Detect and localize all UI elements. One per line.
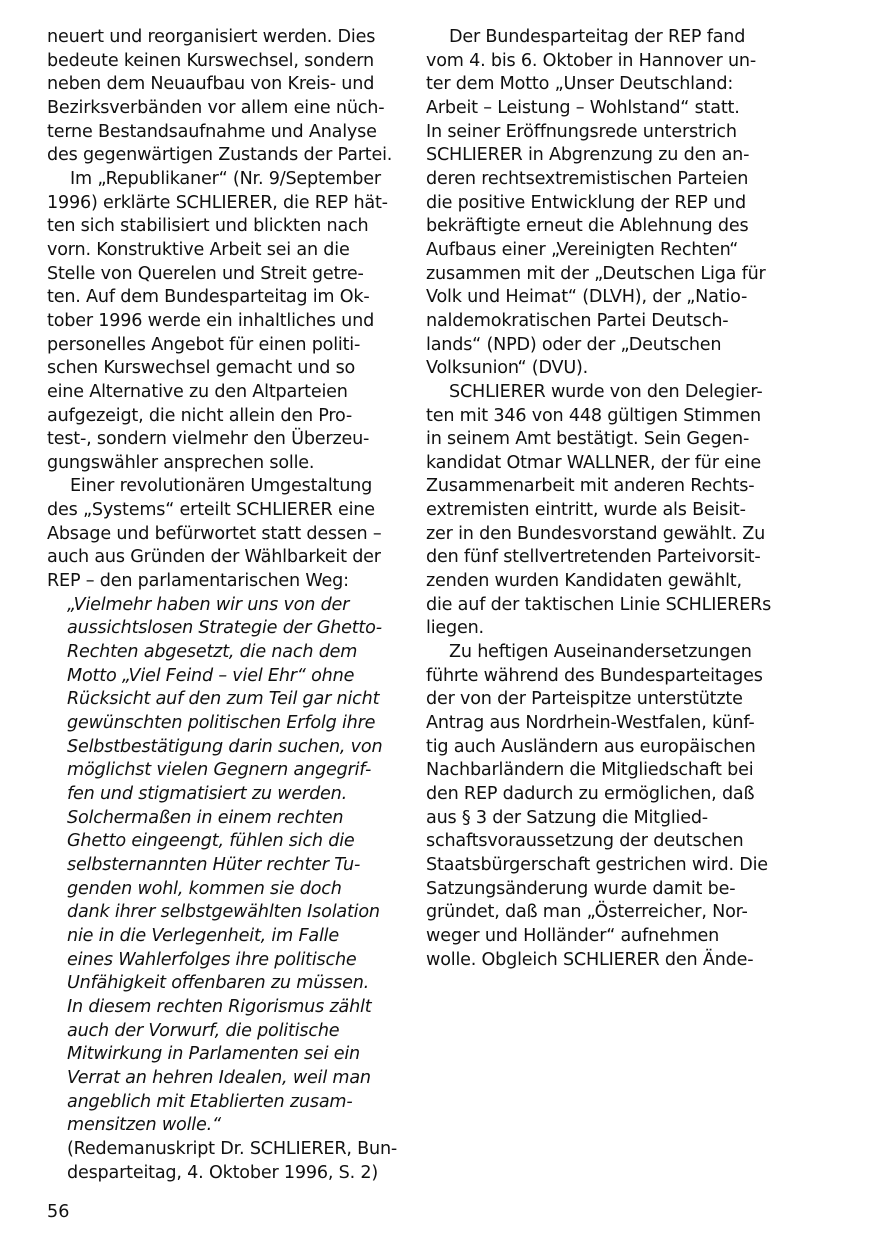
body-text-line: zenden wurden Kandidaten gewählt, — [426, 571, 742, 592]
body-text-line: bekräftigte erneut die Ablehnung des — [426, 216, 749, 237]
right-column — [426, 26, 771, 972]
quote-line: gewünschten politischen Erfolg ihre — [67, 713, 376, 734]
quote-line: aussichtslosen Strategie der Ghetto- — [67, 618, 382, 639]
quote-line: selbsternannten Hüter rechter Tu- — [67, 854, 361, 875]
body-text-line: ten mit 346 von 448 gültigen Stimmen — [426, 405, 761, 426]
body-text-line: die auf der taktischen Linie SCHLIERERs — [426, 594, 772, 615]
quote-line: Verrat an hehren Idealen, weil man — [67, 1067, 371, 1088]
quote-line: Ghetto eingeengt, fühlen sich die — [67, 831, 355, 852]
body-text-line: Antrag aus Nordrhein-Westfalen, künf- — [426, 713, 755, 734]
body-text-line: Absage und befürwortet statt dessen – — [47, 523, 382, 544]
quote-line: „Vielmehr haben wir uns von der — [67, 594, 350, 615]
body-text-line: Zusammenarbeit mit anderen Rechts- — [426, 476, 755, 497]
body-text-line: ter dem Motto „Unser Deutschland: — [426, 74, 734, 95]
citation-line: (Redemanuskript Dr. SCHLIERER, Bun- — [67, 1138, 398, 1159]
body-text-line: Arbeit – Leistung – Wohlstand“ statt. — [426, 97, 740, 118]
page-number: 56 — [47, 1202, 70, 1222]
body-text-line: REP – den parlamentarischen Weg: — [47, 571, 349, 592]
body-text-line: weger und Holländer“ aufnehmen — [426, 925, 720, 946]
body-text-line: tober 1996 werde ein inhaltliches und — [47, 310, 375, 331]
paragraph-first-line: Zu heftigen Auseinandersetzungen — [449, 642, 752, 663]
body-text-line: liegen. — [426, 618, 484, 639]
body-text-line: des „Systems“ erteilt SCHLIERER eine — [47, 500, 375, 521]
body-text-line: die positive Entwicklung der REP und — [426, 192, 746, 213]
body-text-line: Nachbarländern die Mitgliedschaft bei — [426, 760, 754, 781]
body-text-line: naldemokratischen Partei Deutsch- — [426, 310, 729, 331]
body-text-line: SCHLIERER in Abgrenzung zu den an- — [426, 145, 750, 166]
body-text-line: der von der Parteispitze unterstützte — [426, 689, 743, 710]
body-text-line: deren rechtsextremistischen Parteien — [426, 168, 749, 189]
body-text-line: aus § 3 der Satzung die Mitglied- — [426, 807, 708, 828]
body-text-line: neuert und reorganisiert werden. Dies — [47, 27, 376, 47]
quote-line: Motto „Viel Feind – viel Ehr“ ohne — [67, 665, 355, 686]
quote-line: Solchermaßen in einem rechten — [67, 807, 344, 828]
quote-line: Rechten abgesetzt, die nach dem — [67, 642, 358, 663]
body-text-line: neben dem Neuaufbau von Kreis- und — [47, 74, 375, 95]
quote-line: genden wohl, kommen sie doch — [67, 878, 342, 899]
body-text-line: wolle. Obgleich SCHLIERER den Ände- — [426, 949, 754, 970]
body-text-line: Volksunion“ (DVU). — [426, 358, 589, 379]
body-text-line: Volk und Heimat“ (DLVH), der „Natio- — [426, 287, 748, 308]
body-text-line: Stelle von Querelen und Streit getre- — [47, 263, 364, 284]
quote-line: fen und stigmatisiert zu werden. — [67, 784, 348, 804]
quote-line: In diesem rechten Rigorismus zählt — [67, 996, 372, 1017]
body-text-line: des gegenwärtigen Zustands der Partei. — [47, 145, 393, 166]
body-text-line: Satzungsänderung wurde damit be- — [426, 878, 736, 899]
citation-line: desparteitag, 4. Oktober 1996, S. 2) — [67, 1162, 379, 1183]
body-text-line: in seinem Amt bestätigt. Sein Gegen- — [426, 429, 750, 450]
body-text-line: extremisten eintritt, wurde als Beisit- — [426, 500, 746, 521]
paragraph-first-line: Der Bundesparteitag der REP fand — [449, 27, 746, 47]
body-text-line: ten sich stabilisiert und blickten nach — [47, 216, 369, 237]
quote-line: Rücksicht auf den zum Teil gar nicht — [67, 689, 380, 710]
body-text-line: aufgezeigt, die nicht allein den Pro- — [47, 405, 353, 426]
body-text-line: auch aus Gründen der Wählbarkeit der — [47, 547, 381, 568]
body-text-line: schen Kurswechsel gemacht und so — [47, 358, 356, 379]
body-text-line: vorn. Konstruktive Arbeit sei an die — [47, 239, 350, 260]
body-text-line: zusammen mit der „Deutschen Liga für — [426, 263, 766, 284]
body-text-line: Aufbaus einer „Vereinigten Rechten“ — [426, 239, 739, 260]
body-text-line: In seiner Eröffnungsrede unterstrich — [426, 121, 737, 142]
left-column — [47, 26, 398, 1185]
body-text-line: gungswähler ansprechen solle. — [47, 452, 315, 473]
paragraph-first-line: SCHLIERER wurde von den Delegier- — [449, 381, 763, 402]
quote-line: Unfähigkeit offenbaren zu müssen. — [67, 973, 370, 994]
body-text-line: den fünf stellvertretenden Parteivorsit- — [426, 547, 761, 568]
body-text-line: terne Bestandsaufnahme und Analyse — [47, 121, 377, 142]
body-text-line: führte während des Bundesparteitages — [426, 665, 763, 686]
body-text-line: tig auch Ausländern aus europäischen — [426, 736, 756, 757]
body-text-line: gründet, daß man „Österreicher, Nor- — [426, 902, 748, 923]
body-text-line: schaftsvoraussetzung der deutschen — [426, 831, 744, 852]
paragraph-first-line: Im „Republikaner“ (Nr. 9/September — [70, 168, 381, 189]
body-text-line: Staatsbürgerschaft gestrichen wird. Die — [426, 854, 768, 875]
quote-line: eines Wahlerfolges ihre politische — [67, 949, 357, 970]
body-text-line: lands“ (NPD) oder der „Deutschen — [426, 334, 722, 355]
quote-line: auch der Vorwurf, die politische — [67, 1020, 340, 1041]
body-text-line: bedeute keinen Kurswechsel, sondern — [47, 50, 374, 71]
body-text-line: personelles Angebot für einen politi- — [47, 334, 361, 355]
body-text-line: test-, sondern vielmehr den Überzeu- — [47, 429, 370, 450]
body-text-line: den REP dadurch zu ermöglichen, daß — [426, 784, 755, 804]
quote-line: nie in die Verlegenheit, im Falle — [67, 925, 339, 946]
quote-line: mensitzen wolle.“ — [67, 1115, 221, 1136]
quote-line: dank ihrer selbstgewählten Isolation — [67, 902, 380, 923]
body-text-line: ten. Auf dem Bundesparteitag im Ok- — [47, 287, 370, 308]
body-text-line: 1996) erklärte SCHLIERER, die REP hät- — [47, 192, 388, 213]
quote-line: angeblich mit Etablierten zusam- — [67, 1091, 353, 1112]
body-text-line: Bezirksverbänden vor allem eine nüch- — [47, 97, 385, 118]
quote-line: Mitwirkung in Parlamenten sei ein — [67, 1044, 360, 1065]
body-text-line: eine Alternative zu den Altparteien — [47, 381, 348, 402]
quote-line: Selbstbestätigung darin suchen, von — [67, 736, 383, 757]
paragraph-first-line: Einer revolutionären Umgestaltung — [70, 476, 373, 497]
quote-line: möglichst vielen Gegnern angegrif- — [67, 760, 372, 781]
body-text-line: vom 4. bis 6. Oktober in Hannover un- — [426, 50, 757, 71]
body-text-line: kandidat Otmar WALLNER, der für eine — [426, 452, 762, 473]
body-text-line: zer in den Bundesvorstand gewählt. Zu — [426, 523, 766, 544]
